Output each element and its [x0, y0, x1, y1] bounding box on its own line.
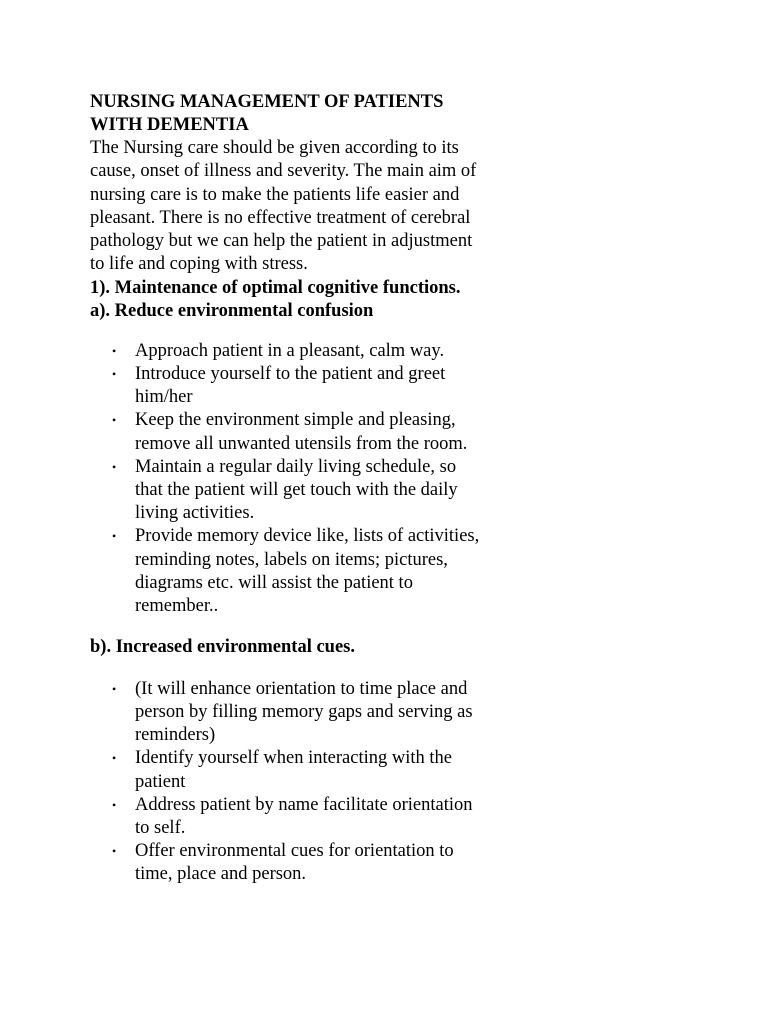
list-item [90, 747, 530, 793]
list-item-line: diagrams etc. will assist the patient to [135, 572, 413, 593]
list-item-line: Provide memory device like, lists of activities, [135, 526, 480, 547]
bullet-icon: • [112, 797, 117, 812]
bullet-icon: • [112, 366, 117, 381]
bullet-icon: • [112, 529, 117, 544]
title-line-1: NURSING MANAGEMENT OF PATIENTS [90, 92, 444, 112]
intro-line: pathology but we can help the patient in adjustment [90, 231, 473, 252]
intro-paragraph [90, 137, 530, 277]
document-title [90, 91, 530, 137]
intro-line: nursing care is to make the patients life easier and [90, 184, 460, 205]
intro-line: cause, onset of illness and severity. The main aim of [90, 161, 477, 182]
list-item-line: Approach patient in a pleasant, calm way. [135, 340, 445, 361]
list-item-line: Maintain a regular daily living schedule, so [135, 456, 457, 477]
list-item-line: Introduce yourself to the patient and greet [135, 363, 446, 384]
list-item-line: that the patient will get touch with the daily [135, 480, 458, 500]
intro-line: The Nursing care should be given according to its [90, 138, 459, 158]
bullet-icon: • [112, 844, 117, 859]
list-item-line: patient [135, 771, 186, 792]
list-item [90, 456, 530, 526]
list-item [90, 409, 530, 455]
title-line-2: WITH DEMENTIA [90, 115, 249, 135]
list-item [90, 678, 530, 748]
list-item [90, 340, 530, 363]
list-item-line: him/her [135, 387, 193, 408]
bullet-icon: • [112, 343, 117, 358]
subsection-b-list [90, 678, 530, 887]
list-item-line: (It will enhance orientation to time place and [135, 678, 468, 699]
list-item-line: to self. [135, 817, 186, 838]
list-item [90, 363, 530, 409]
list-item-line: Offer environmental cues for orientation to [135, 841, 454, 862]
subsection-a-list [90, 340, 530, 618]
list-item-line: time, place and person. [135, 864, 307, 885]
intro-line: to life and coping with stress. [90, 254, 308, 275]
list-item-line: Keep the environment simple and pleasing, [135, 410, 456, 431]
list-item-line: remember.. [135, 596, 219, 617]
list-item-line: Address patient by name facilitate orientation [135, 794, 473, 815]
subsection-a-heading: a). Reduce environmental confusion [90, 301, 374, 322]
bullet-icon: • [112, 751, 117, 766]
bullet-icon: • [112, 413, 117, 428]
intro-line: pleasant. There is no effective treatment of cerebral [90, 207, 471, 228]
document-page [90, 91, 530, 887]
list-item [90, 794, 530, 840]
list-item-line: remove all unwanted utensils from the room. [135, 433, 468, 454]
list-item-line: person by filling memory gaps and serving as [135, 701, 473, 722]
list-item [90, 840, 530, 886]
list-item-line: Identify yourself when interacting with the [135, 748, 452, 769]
list-item [90, 525, 530, 618]
list-item-line: reminders) [135, 725, 216, 746]
bullet-icon: • [112, 681, 117, 696]
section-1-heading: 1). Maintenance of optimal cognitive functions. [90, 277, 461, 298]
subsection-b-heading: b). Increased environmental cues. [90, 637, 355, 658]
list-item-line: living activities. [135, 503, 255, 524]
list-item-line: reminding notes, labels on items; pictures, [135, 549, 448, 570]
bullet-icon: • [112, 459, 117, 474]
